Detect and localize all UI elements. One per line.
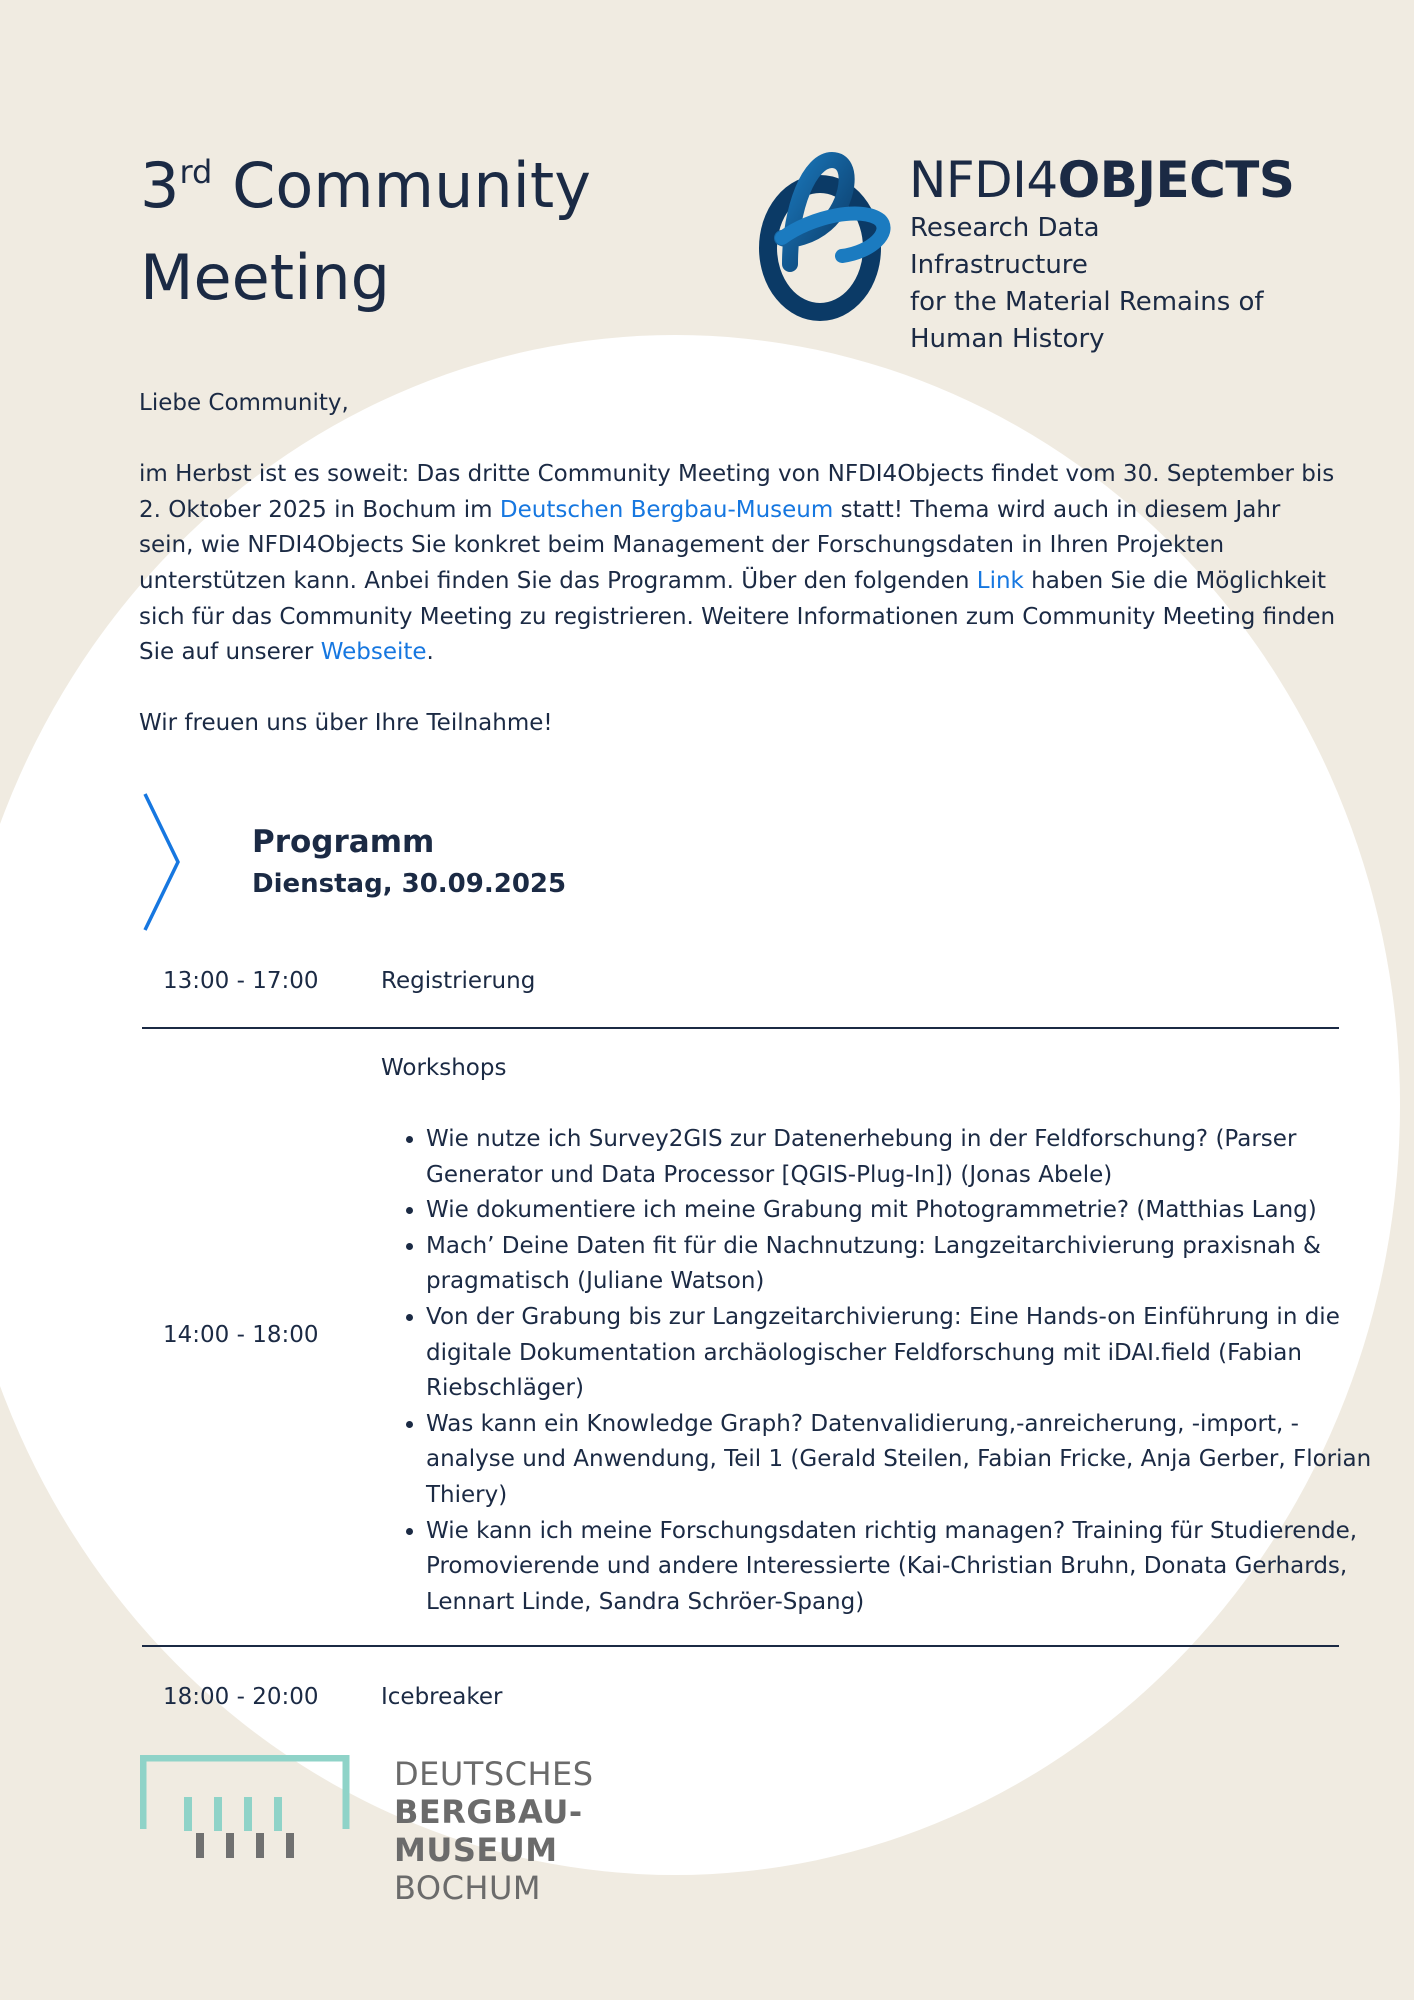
list-item: • Mach’ Deine Daten fit für die Nachnutzung: Langzeitarchivierung praxisnah & pragmatisch (Juliane Watson) xyxy=(426,1229,1376,1300)
row-time: 18:00 - 20:00 xyxy=(163,1684,319,1710)
bergbau-museum-logo xyxy=(140,1755,740,1907)
program-day: Dienstag, 30.09.2025 xyxy=(252,869,567,899)
nfdi-knot-icon xyxy=(752,146,892,326)
table-divider xyxy=(142,1645,1339,1647)
list-item: • Was kann ein Knowledge Graph? Datenvalidierung,-anreicherung, -import, -analyse und Anwendung, Teil 1 (Gerald Steilen, Fabian Fricke, Anja Gerber, Florian Thiery) xyxy=(426,1407,1376,1514)
museum-emblem-icon xyxy=(140,1755,350,1860)
list-item: • Wie nutze ich Survey2GIS zur Datenerhebung in der Feldforschung? (Parser Generator und Data Processor [QGIS-Plug-In]) (Jonas Abele) xyxy=(426,1122,1376,1193)
workshop-list xyxy=(381,1122,1376,1620)
nfdi-wordmark: NFDI4OBJECTS xyxy=(909,151,1295,209)
greeting: Liebe Community, xyxy=(139,390,349,416)
list-item: • Wie dokumentiere ich meine Grabung mit Photogrammetrie? (Matthias Lang) xyxy=(426,1193,1376,1229)
intro-paragraph: im Herbst ist es soweit: Das dritte Community Meeting von NFDI4Objects findet vom 30. September bis 2. Oktober 2025 in Bochum im Deutschen Bergbau-Museum statt! Thema wird auch in diesem Jahr sein, wie NFDI4Objects Sie konkret beim Management der Forschungsdaten in Ihren Projekten unterstützen kann. Anbei finden Sie das Programm. Über den folgenden Link haben Sie die Möglichkeit sich für das Community Meeting zu registrieren. Weitere Informationen zum Community Meeting finden Sie auf unserer Webseite. xyxy=(139,461,1336,666)
list-item: • Wie kann ich meine Forschungsdaten richtig managen? Training für Studierende, Promovierende und andere Interessierte (Kai-Christian Bruhn, Donata Gerhards, Lennart Linde, Sandra Schröer-Spang) xyxy=(426,1514,1376,1621)
row-time: 14:00 - 18:00 xyxy=(163,1322,319,1348)
row-text: Workshops xyxy=(381,1055,507,1081)
program-title: Programm xyxy=(252,824,435,860)
intro-text xyxy=(139,386,1339,742)
registration-link[interactable]: Link xyxy=(976,567,1024,594)
website-link[interactable]: Webseite xyxy=(320,639,427,666)
chevron-right-icon xyxy=(140,790,210,935)
museum-wordmark: DEUTSCHES BERGBAU-MUSEUM BOCHUM xyxy=(394,1755,594,1907)
page-title: 3rd Community Meeting xyxy=(140,149,591,314)
list-item: • Von der Grabung bis zur Langzeitarchivierung: Eine Hands-on Einführung in die digitale Dokumentation archäologischer Feldforschung mit iDAI.field (Fabian Riebschläger) xyxy=(426,1300,1376,1407)
row-text: Icebreaker xyxy=(381,1684,503,1710)
row-time: 13:00 - 17:00 xyxy=(163,968,319,994)
nfdi-tagline: Research Data Infrastructure for the Material Remains of Human History xyxy=(910,213,1264,354)
nfdi4objects-logo xyxy=(752,146,1295,354)
row-text: Registrierung xyxy=(381,968,536,994)
table-divider xyxy=(142,1027,1339,1029)
closing-line: Wir freuen uns über Ihre Teilnahme! xyxy=(139,710,553,737)
museum-link[interactable]: Deutschen Bergbau-Museum xyxy=(499,496,834,523)
